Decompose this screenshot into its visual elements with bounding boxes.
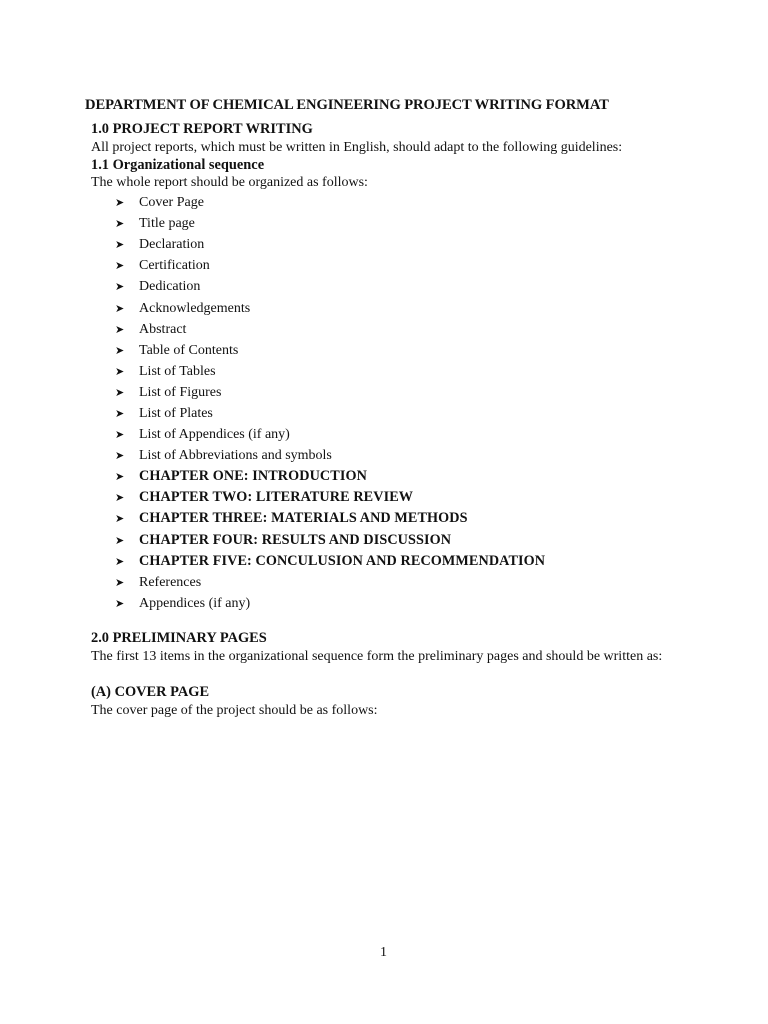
sequence-item	[115, 276, 545, 297]
section-1-heading: 1.0 PROJECT REPORT WRITING	[91, 121, 313, 137]
arrowhead-bullet-icon: ➤	[115, 449, 125, 463]
section-1-lead: The whole report should be organized as follows:	[91, 175, 368, 190]
sequence-item	[115, 487, 545, 508]
section-1-heading-block	[91, 120, 711, 138]
sequence-item-label: CHAPTER TWO: LITERATURE REVIEW	[139, 489, 414, 506]
arrowhead-bullet-icon: ➤	[115, 575, 125, 589]
sequence-item	[115, 593, 545, 614]
sequence-item-label: Appendices (if any)	[139, 595, 251, 611]
sequence-item	[115, 445, 545, 466]
sequence-item	[115, 530, 545, 551]
arrowhead-bullet-icon: ➤	[115, 406, 125, 420]
arrowhead-bullet-icon: ➤	[115, 238, 125, 252]
sequence-item-label: Cover Page	[139, 195, 204, 211]
organizational-sequence-list	[115, 192, 545, 614]
sequence-item	[115, 319, 545, 340]
sequence-item	[115, 551, 545, 572]
sequence-item	[115, 466, 545, 487]
section-1-1-heading-block	[91, 156, 711, 174]
sequence-item	[115, 297, 545, 318]
section-1-intro-block	[91, 139, 711, 157]
sequence-item-label: List of Tables	[139, 363, 216, 379]
arrowhead-bullet-icon: ➤	[115, 217, 125, 231]
arrowhead-bullet-icon: ➤	[115, 470, 125, 484]
cover-page-heading: (A) COVER PAGE	[91, 684, 210, 700]
arrowhead-bullet-icon: ➤	[115, 491, 125, 505]
sequence-item-label: Declaration	[139, 237, 205, 253]
sequence-item-label: Certification	[139, 258, 210, 274]
sequence-item	[115, 403, 545, 424]
section-2-heading-block	[91, 629, 711, 647]
sequence-item-label: List of Abbreviations and symbols	[139, 448, 332, 464]
sequence-item-label: CHAPTER FOUR: RESULTS AND DISCUSSION	[139, 531, 452, 548]
section-2-body: The first 13 items in the organizational sequence form the preliminary pages and should be written as:	[91, 649, 663, 664]
sequence-item-label: List of Plates	[139, 405, 213, 421]
sequence-item-label: Title page	[139, 216, 195, 232]
section-2-heading: 2.0 PRELIMINARY PAGES	[91, 630, 267, 646]
sequence-item-label: CHAPTER FIVE: CONCULUSION AND RECOMMENDATION	[139, 552, 546, 569]
sequence-item-label: List of Figures	[139, 384, 222, 400]
sequence-item-label: CHAPTER THREE: MATERIALS AND METHODS	[139, 510, 468, 527]
section-1-intro: All project reports, which must be written in English, should adapt to the following guidelines:	[91, 140, 623, 155]
section-1-lead-block	[91, 174, 711, 192]
section-1-1-heading: 1.1 Organizational sequence	[91, 157, 265, 173]
arrowhead-bullet-icon: ➤	[115, 554, 125, 568]
cover-page-body: The cover page of the project should be as follows:	[91, 703, 378, 718]
arrowhead-bullet-icon: ➤	[115, 259, 125, 273]
sequence-item	[115, 424, 545, 445]
sequence-item-label: List of Appendices (if any)	[139, 427, 290, 443]
arrowhead-bullet-icon: ➤	[115, 301, 125, 315]
sequence-item	[115, 234, 545, 255]
sequence-item-label: Abstract	[139, 321, 187, 337]
page-number: 1	[380, 945, 387, 960]
sequence-item	[115, 508, 545, 529]
arrowhead-bullet-icon: ➤	[115, 428, 125, 442]
sequence-item	[115, 192, 545, 213]
sequence-item	[115, 572, 545, 593]
sequence-item	[115, 255, 545, 276]
arrowhead-bullet-icon: ➤	[115, 280, 125, 294]
sequence-item-label: Table of Contents	[139, 342, 239, 358]
sequence-item-label: Dedication	[139, 279, 201, 295]
section-2a-heading-block	[91, 683, 711, 701]
arrowhead-bullet-icon: ➤	[115, 322, 125, 336]
sequence-item	[115, 213, 545, 234]
arrowhead-bullet-icon: ➤	[115, 343, 125, 357]
arrowhead-bullet-icon: ➤	[115, 596, 125, 610]
arrowhead-bullet-icon: ➤	[115, 533, 125, 547]
sequence-item	[115, 361, 545, 382]
sequence-item	[115, 382, 545, 403]
section-2-body-block	[91, 648, 711, 665]
arrowhead-bullet-icon: ➤	[115, 364, 125, 378]
sequence-item	[115, 340, 545, 361]
sequence-item-label: Acknowledgements	[139, 300, 251, 316]
arrowhead-bullet-icon: ➤	[115, 196, 125, 210]
document-title: DEPARTMENT OF CHEMICAL ENGINEERING PROJECT WRITING FORMAT	[85, 97, 609, 113]
arrowhead-bullet-icon: ➤	[115, 385, 125, 399]
arrowhead-bullet-icon: ➤	[115, 512, 125, 526]
sequence-item-label: CHAPTER ONE: INTRODUCTION	[139, 468, 367, 485]
section-2a-body-block	[91, 702, 711, 720]
sequence-item-label: References	[139, 574, 202, 590]
